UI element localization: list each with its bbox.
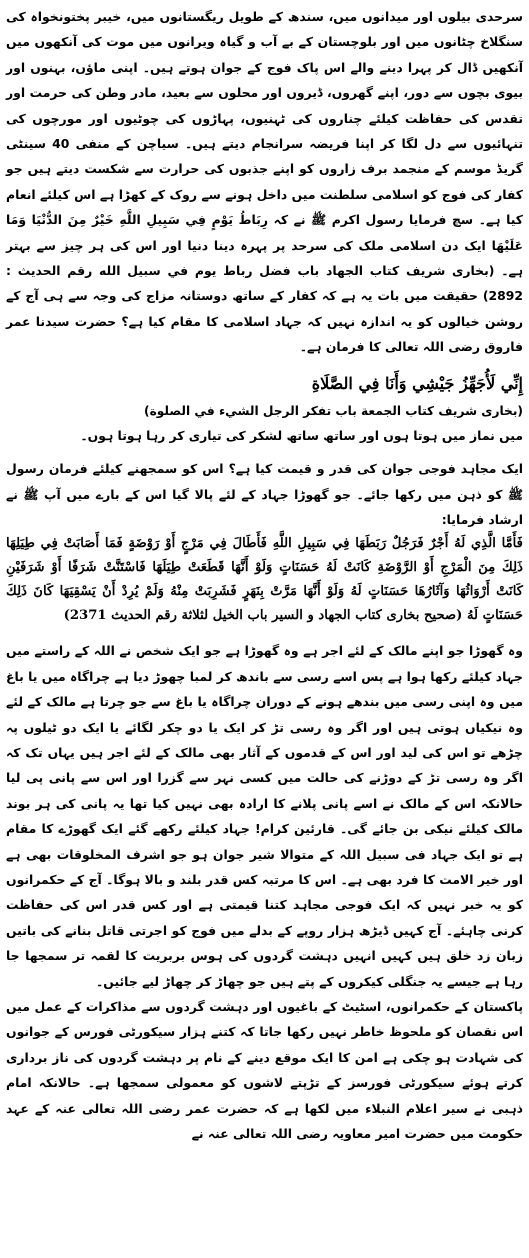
paragraph-translation: میں نماز میں ہوتا ہوں اور ساتھ ساتھ لشکر کی تیاری کر رہا ہوتا ہوں۔ — [80, 427, 523, 443]
spacer — [6, 360, 523, 368]
quote-reference: (بخاری شریف کتاب الجمعة باب تفكر الرجل الشيء في الصلوة) — [144, 403, 523, 418]
paragraph-mujahid: ایک مجاہد فوجی جوان کی قدر و قیمت کیا ہے؟ اس کو سمجھنے کیلئے فرمان رسول ﷺ کو ذہن میں رکھا جائے۔ جو گھوڑا جہاد کے لئے پالا گیا اس کے بارے میں آپ ﷺ نے ارشاد فرمایا: — [6, 461, 523, 527]
spacer — [6, 628, 523, 638]
paragraph-horse: وہ گھوڑا جو اپنے مالک کے لئے اجر ہے وہ گھوڑا ہے جو ایک شخص نے اللہ کے راستے میں جہاد کیلئے رکھا ہوا ہے پس اسے رسی سے باندھ کر لمبا چھوڑ دیا ہے چراگاہ میں یا باغ میں وہ اپنی رسی میں بندھے ہونے کے دوران چراگاہ یا باغ سے جو چرتا ہے مالک کے لئے وہ نیکیاں ہوتی ہیں اور اگر وہ رسی تڑ کر ایک یا دو چکر لگائے یا ایک دو ٹیلوں پہ چڑھے تو اس کی لید اور اس کے قدموں کے آثار بھی مالک کے لئے اجر ہیں یہاں تک کہ اگر وہ رسی تڑ کے دوڑنے کی حالت میں کسی نہر سے گزرا اور اس سے پانی پی لیا حالانکہ اس کے مالک نے اسے پانی پلانے کا ارادہ بھی نہیں کیا تھا یہ پانی کی ہر بوند مالک کیلئے نیکی بن جائے گی۔ قارئین کرام! جہاد کیلئے رکھے گئے ایک گھوڑے کا مقام ہے تو ایک جہاد فی سبیل اللہ کے متوالا شیر جوان ہو جو اشرف المخلوقات بھی ہے اور خیر الامت کا فرد بھی ہے۔ اس کا مرتبہ کس قدر بلند و بالا ہوگا۔ آج کے حکمرانوں کو یہ خبر نہیں کہ ایک فوجی مجاہد کتنا قیمتی ہے اور کس قدر اس کی حفاظت کرنی چاہئے۔ آج کہیں ڈیڑھ ہزار روپے کے بدلے میں فوج کو اجرتی قاتل بنانے کی باتیں زبان زد خلق ہیں کہیں انہیں دہشت گردوں کی ہوس بربریت کا لقمہ تر سمجھا جا رہا ہے جیسے یہ جنگلی کیکروں کے پتے ہیں جو چھاڑ کر چھاڑ لیے جائیں۔ — [6, 643, 523, 989]
arabic-quote: إِنِّي لَأُجَهِّزُ جَيْشِي وَأَنَا فِي الصَّلَاةِ — [311, 373, 523, 393]
spacer — [6, 448, 523, 456]
paragraph-intro: سرحدی بیلوں اور میدانوں میں، سندھ کے طویل ریگستانوں میں، خیبر پختونخواہ کی سنگلاخ چٹانوں میں اور بلوچستان کے بے آب و گیاہ ویرانوں میں موت کی آنکھوں میں آنکھیں ڈال کر پہرا دینے والے اس پاک فوج کے جوان ہوتے ہیں۔ اپنی ماؤں، بہنوں اور بیوی بچوں سے دور، اپنے گھروں، ڈیروں اور محلوں سے بعید، مادر وطن کی حرمت اور تقدس کی حفاظت کیلئے چناروں کی ٹہنیوں، پہاڑوں کی چوٹیوں اور مورچوں کی تنہائیوں سے دل لگا کر اپنا فریضہ سرانجام دیتے ہیں۔ سیاچن کے منفی 40 سینٹی گریڈ موسم کے منجمد برف زاروں کو اپنے جذبوں کی حرارت سے شکست دیتے ہیں جو کفار کی فوج کو اسلامی سلطنت میں داخل ہونے سے روک کے کھڑا ہے اس کیلئے انعام کیا ہے۔ سچ فرمایا رسول اکرم ﷺ نے کہ رِبَاطُ يَوْمٍ فِي سَبِيلِ اللَّهِ خَيْرٌ مِنَ الدُّنْيَا وَمَا عَلَيْهَا ایک دن اسلامی ملک کی سرحد پر پہرہ دینا دنیا اور اس کی ہر چیز سے بہتر ہے۔ (بخاری شریف کتاب الجهاد باب فضل رباط يوم في سبيل الله رقم الحديث : 2892) حقیقت میں بات یہ ہے کہ کفار کے ساتھ دوستانہ مزاج کی وجہ سے ہی آج کے روشن خیالوں کو یہ اندازہ نہیں کہ جہاد اسلامی کا مقام کیا ہے؟ حضرت سیدنا عمر فاروق رضی اللہ تعالی کا فرمان ہے۔ — [6, 9, 523, 355]
arabic-hadith: فَأَمَّا الَّذِي لَهُ أَجْرٌ فَرَجُلٌ رَبَطَهَا فِي سَبِيلِ اللَّهِ فَأَطَالَ فِي مَرْجٍ أَوْ رَوْضَةٍ فَمَا أَصَابَتْ فِي طِيَلِهَا ذَلِكَ مِنَ الْمَرْجِ أَوْ الرَّوْضَةِ كَانَتْ لَهُ حَسَنَاتٍ وَلَوْ أَنَّهَا قَطَعَتْ طِيَلَهَا فَاسْتَنَّتْ شَرَفًا أَوْ شَرَفَيْنِ كَانَتْ أَرْوَاثُهَا وَآثَارُهَا حَسَنَاتٍ لَهُ وَلَوْ أَنَّهَا مَرَّتْ بِنَهَرٍ فَشَرِبَتْ مِنْهُ وَلَمْ يُرِدْ أَنْ يَسْقِيَهَا كَانَ ذَلِكَ حَسَنَاتٍ لَهُ (صحیح بخاری کتاب الجهاد و السير باب الخيل لثلاثة رقم الحديث 2371) — [6, 536, 523, 624]
paragraph-rulers: پاکستان کے حکمرانوں، اسٹیٹ کے باغیوں اور دہشت گردوں سے مذاکرات کے عمل میں اس نقصان کو ملحوظ خاطر نہیں رکھا جاتا کہ کتنے ہزار سیکورٹی فورس کے جوانوں کی شہادت ہو چکی ہے امن کا ایک موقع دینے کے نام پر دہشت گردوں کی ناز برداری کرتے ہوئے سیکورٹی فورسز کے تڑپتے لاشوں کو معمولی سمجھا ہے۔ حالانکہ امام ذہبی نے سیر اعلام النبلاء میں لکھا ہے کہ حضرت عمر رضی اللہ تعالی عنہ کے عہد حکومت میں حضرت امیر معاویہ رضی اللہ تعالی عنہ نے — [6, 999, 523, 1142]
